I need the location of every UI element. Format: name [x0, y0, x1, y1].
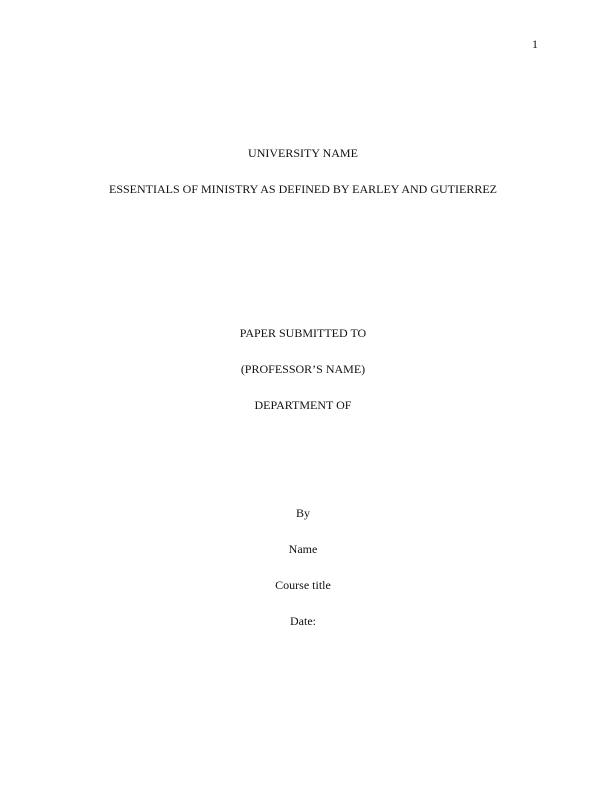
submitted-to-label: PAPER SUBMITTED TO: [239, 326, 367, 340]
author-name: Name: [288, 542, 318, 556]
date-label: Date:: [290, 614, 316, 628]
professor-name: (PROFESSOR’S NAME): [240, 362, 366, 376]
department-label: DEPARTMENT OF: [254, 398, 352, 412]
page-number: 1: [532, 37, 538, 51]
course-title: Course title: [275, 578, 331, 592]
university-name: UNIVERSITY NAME: [248, 146, 358, 160]
paper-title: ESSENTIALS OF MINISTRY AS DEFINED BY EARLEY AND GUTIERREZ: [108, 182, 497, 196]
by-label: By: [295, 506, 310, 520]
